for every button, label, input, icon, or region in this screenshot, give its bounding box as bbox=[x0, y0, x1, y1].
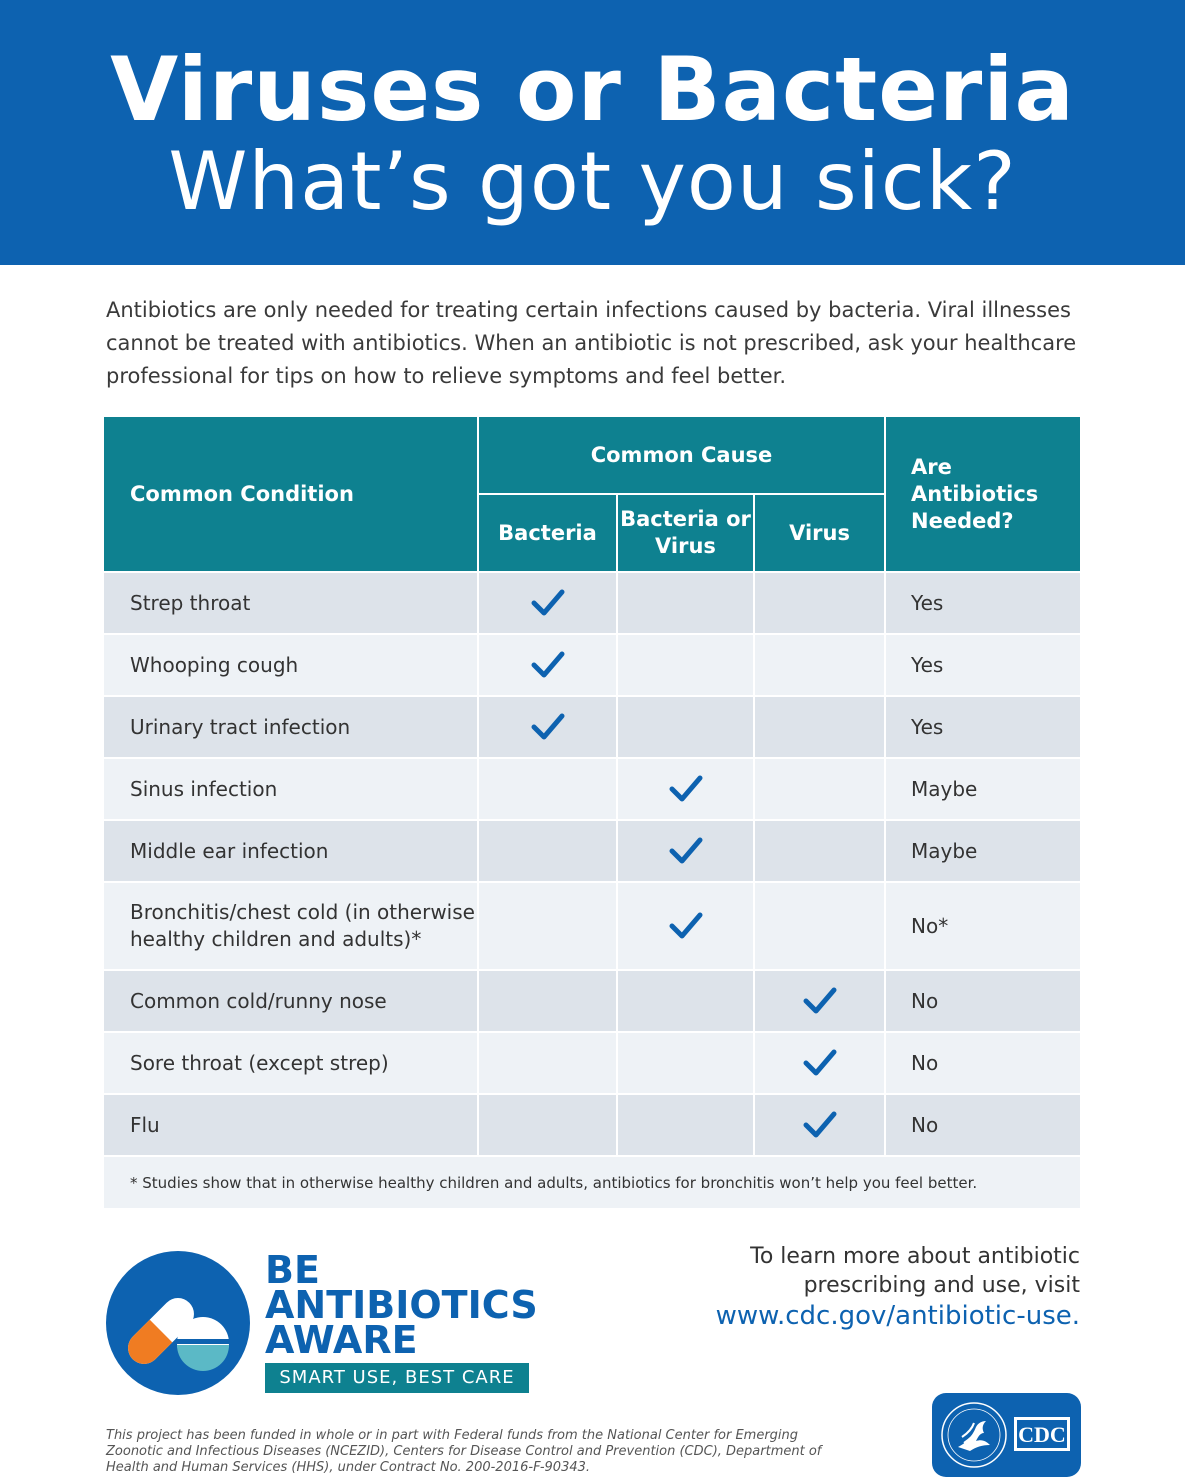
intro-paragraph: Antibiotics are only needed for treating certain infections caused by bacteria. Viral illnesses cannot be treated with antibiotics. When an antibiotic is not prescribed, ask your healthcare professional for tips on how to relieve symptoms and feel better. bbox=[106, 298, 1077, 388]
cause-cell-bacteria bbox=[478, 572, 617, 634]
header-common-cause: Common Cause bbox=[478, 417, 885, 494]
condition-cell: Urinary tract infection bbox=[104, 696, 478, 758]
cause-cell-bacteria bbox=[478, 1094, 617, 1156]
table-row bbox=[104, 696, 1080, 758]
cause-cell-bacteria bbox=[478, 970, 617, 1032]
table-footnote-row bbox=[104, 1156, 1080, 1208]
cause-cell-bacteria-or-virus bbox=[617, 634, 754, 696]
header-bacteria-or-virus: Bacteria or Virus bbox=[617, 494, 754, 572]
checkmark-icon bbox=[531, 650, 565, 680]
cause-cell-virus bbox=[754, 1032, 885, 1094]
logo-text-be: BE bbox=[265, 1248, 320, 1292]
condition-cell: Strep throat bbox=[104, 572, 478, 634]
condition-cell: Sore throat (except strep) bbox=[104, 1032, 478, 1094]
cause-cell-bacteria bbox=[478, 1032, 617, 1094]
cause-cell-bacteria bbox=[478, 696, 617, 758]
cause-cell-bacteria-or-virus bbox=[617, 1094, 754, 1156]
learn-more-line2: prescribing and use, visit bbox=[803, 1273, 1080, 1298]
condition-cell: Flu bbox=[104, 1094, 478, 1156]
checkmark-icon bbox=[803, 986, 837, 1016]
antibiotics-aware-logo bbox=[106, 1251, 250, 1395]
checkmark-icon bbox=[531, 712, 565, 742]
funding-statement: This project has been funded in whole or in part with Federal funds from the National Center for Emerging Zoonotic and Infectious Diseases (NCEZID), Centers for Disease Control and Prevention (CDC), Department of Health and Human Services (HHS), under Contract No. 200-2016-F-90343. bbox=[106, 1428, 822, 1475]
cause-cell-bacteria-or-virus bbox=[617, 1032, 754, 1094]
cause-cell-bacteria-or-virus bbox=[617, 882, 754, 970]
cause-cell-virus bbox=[754, 758, 885, 820]
table-row bbox=[104, 758, 1080, 820]
page-subtitle: What’s got you sick? bbox=[168, 135, 1017, 228]
antibiotics-needed-cell: No bbox=[885, 1094, 1080, 1156]
logo-text-antibiotics: ANTIBIOTICS bbox=[265, 1283, 538, 1327]
cause-cell-virus bbox=[754, 696, 885, 758]
checkmark-icon bbox=[669, 911, 703, 941]
antibiotics-needed-cell: Maybe bbox=[885, 758, 1080, 820]
table-footnote: * Studies show that in otherwise healthy children and adults, antibiotics for bronchitis won’t help you feel better. bbox=[104, 1156, 1080, 1208]
cause-cell-bacteria-or-virus bbox=[617, 572, 754, 634]
antibiotics-needed-cell: Maybe bbox=[885, 820, 1080, 882]
antibiotics-needed-cell: Yes bbox=[885, 572, 1080, 634]
cause-cell-bacteria bbox=[478, 882, 617, 970]
table-row bbox=[104, 1032, 1080, 1094]
checkmark-icon bbox=[669, 836, 703, 866]
capsule-icon bbox=[106, 1251, 250, 1395]
antibiotics-needed-cell: No bbox=[885, 1032, 1080, 1094]
header-bacteria: Bacteria bbox=[478, 494, 617, 572]
header-antibiotics-needed: Are Antibiotics Needed? bbox=[885, 417, 1080, 572]
condition-cell: Middle ear infection bbox=[104, 820, 478, 882]
antibiotics-needed-cell: Yes bbox=[885, 696, 1080, 758]
table-row bbox=[104, 634, 1080, 696]
header-banner bbox=[0, 0, 1185, 265]
condition-cell: Sinus infection bbox=[104, 758, 478, 820]
checkmark-icon bbox=[531, 588, 565, 618]
logo-text-aware: AWARE bbox=[265, 1318, 418, 1362]
table-row bbox=[104, 882, 1080, 970]
table-row bbox=[104, 970, 1080, 1032]
cause-cell-bacteria-or-virus bbox=[617, 970, 754, 1032]
table-row bbox=[104, 1094, 1080, 1156]
cause-cell-virus bbox=[754, 820, 885, 882]
table-row bbox=[104, 572, 1080, 634]
learn-more-link[interactable]: www.cdc.gov/antibiotic-use. bbox=[715, 1301, 1080, 1331]
learn-more-line1: To learn more about antibiotic bbox=[750, 1244, 1080, 1269]
cause-cell-virus bbox=[754, 572, 885, 634]
checkmark-icon bbox=[803, 1110, 837, 1140]
cause-cell-virus bbox=[754, 634, 885, 696]
page-title: Viruses or Bacteria bbox=[110, 38, 1075, 141]
cdc-hhs-logo bbox=[932, 1393, 1081, 1477]
cause-cell-virus bbox=[754, 970, 885, 1032]
cause-cell-virus bbox=[754, 882, 885, 970]
logo-tagline: SMART USE, BEST CARE bbox=[265, 1363, 529, 1393]
learn-more bbox=[716, 1242, 1080, 1332]
header-virus: Virus bbox=[754, 494, 885, 572]
checkmark-icon bbox=[669, 774, 703, 804]
cdc-logo-text: CDC bbox=[1018, 1422, 1066, 1447]
checkmark-icon bbox=[803, 1048, 837, 1078]
condition-cell: Whooping cough bbox=[104, 634, 478, 696]
cause-cell-bacteria bbox=[478, 758, 617, 820]
header-common-condition: Common Condition bbox=[104, 417, 478, 572]
cause-cell-bacteria-or-virus bbox=[617, 758, 754, 820]
cause-cell-bacteria-or-virus bbox=[617, 696, 754, 758]
cause-cell-bacteria bbox=[478, 634, 617, 696]
cause-cell-virus bbox=[754, 1094, 885, 1156]
condition-cell: Bronchitis/chest cold (in otherwise healthy children and adults)* bbox=[104, 882, 478, 970]
antibiotics-needed-cell: No* bbox=[885, 882, 1080, 970]
cause-cell-bacteria-or-virus bbox=[617, 820, 754, 882]
antibiotics-needed-cell: No bbox=[885, 970, 1080, 1032]
table-body bbox=[104, 572, 1080, 1208]
cause-cell-bacteria bbox=[478, 820, 617, 882]
table-row bbox=[104, 820, 1080, 882]
condition-cell: Common cold/runny nose bbox=[104, 970, 478, 1032]
conditions-table bbox=[104, 417, 1080, 1208]
antibiotics-needed-cell: Yes bbox=[885, 634, 1080, 696]
hhs-eagle-icon bbox=[932, 1393, 1081, 1477]
